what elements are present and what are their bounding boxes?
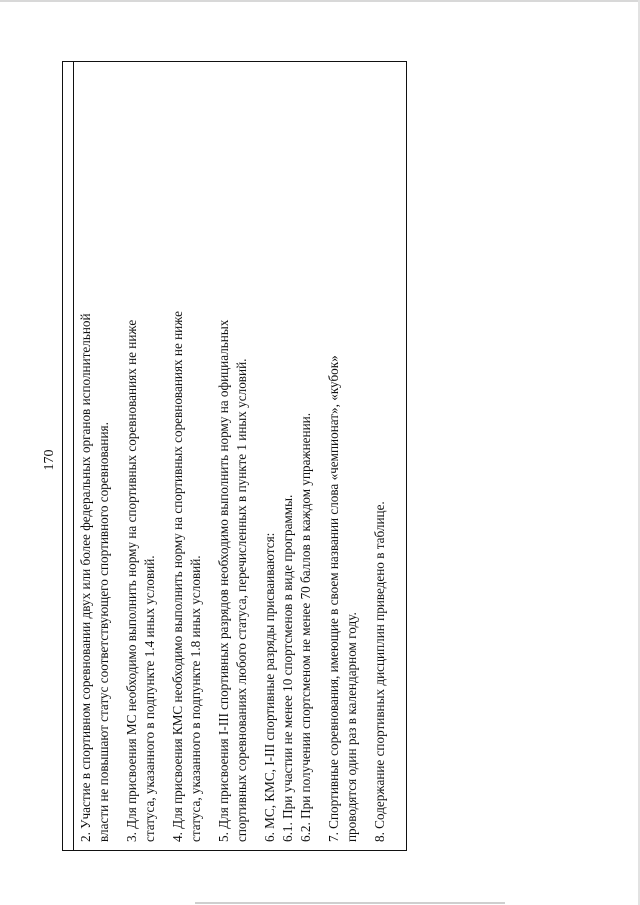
condition-line: статуса, указанного в подпункте 1.8 иных условий.	[188, 555, 203, 842]
condition-line: власти не повышают статус соответствующего спортивного соревнования.	[96, 422, 111, 842]
condition-line: 6.2. При получении спортсменом не менее 70 баллов в каждом упражнении.	[298, 413, 313, 842]
condition-item-7	[325, 70, 361, 842]
condition-line: статуса, указанного в подпункте 1.4 иных условий.	[142, 555, 157, 842]
condition-item-3	[123, 70, 159, 842]
condition-line: 4. Для присвоения КМС необходимо выполнить норму на спортивных соревнованиях не ниже	[170, 310, 185, 842]
condition-line: проводятся один раз в календарном году.	[344, 612, 359, 842]
condition-line: 6. МС, КМС, I-III спортивные разряды присваиваются:	[262, 532, 277, 842]
table-top-row	[63, 62, 74, 850]
condition-line: 8. Содержание спортивных дисциплин приведено в таблице.	[372, 501, 387, 842]
condition-line: 7. Спортивные соревнования, имеющие в своем названии слова «чемпионат», «кубок»	[326, 355, 341, 842]
page-number: 170	[42, 449, 57, 471]
condition-item-6	[261, 70, 315, 842]
table-cell-conditions	[77, 70, 402, 842]
conditions-table	[62, 61, 407, 851]
condition-item-4	[169, 70, 205, 842]
condition-item-8	[371, 70, 389, 842]
condition-line: 5. Для присвоения I-III спортивных разрядов необходимо выполнить норму на официальных	[216, 319, 231, 842]
condition-line: спортивных соревнованиях любого статуса, перечисленных в пункте 1 иных условий.	[234, 358, 249, 842]
condition-item-5	[215, 70, 251, 842]
condition-line: 2. Участие в спортивном соревновании двух или более федеральных органов исполнительной	[78, 313, 93, 842]
condition-item-2	[77, 70, 113, 842]
condition-line: 6.1. При участии не менее 10 спортсменов в виде программы.	[280, 494, 295, 842]
condition-line: 3. Для присвоения МС необходимо выполнить норму на спортивных соревнованиях не ниже	[124, 319, 139, 842]
